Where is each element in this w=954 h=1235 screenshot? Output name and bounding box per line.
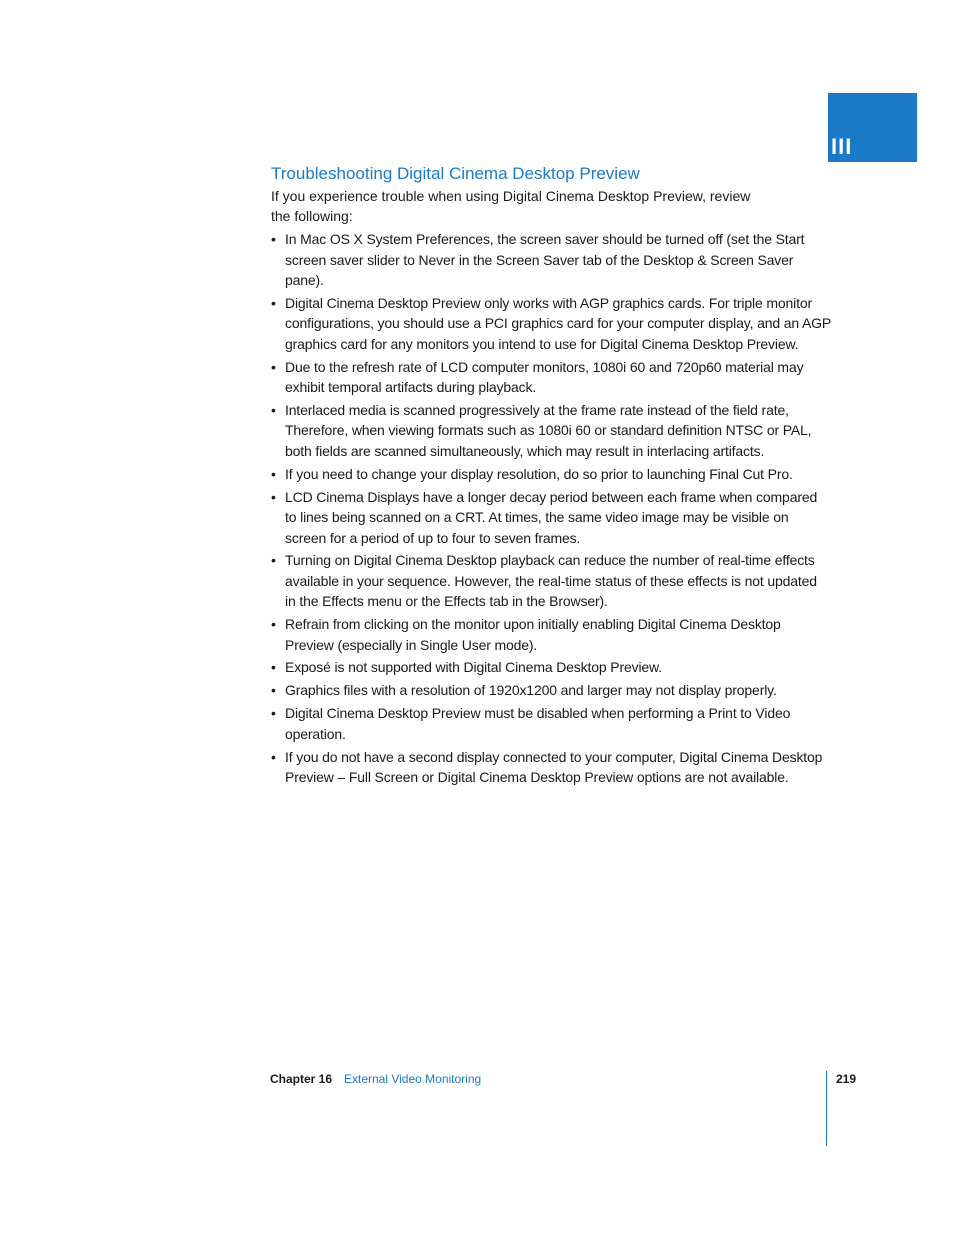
troubleshooting-bullet-list (271, 229, 831, 787)
bullet-item (271, 293, 831, 354)
bullet-dot: • (271, 358, 276, 375)
bullet-text: Refrain from clicking on the monitor upon initially enabling Digital Cinema Desktop Preview (especially in Single User mode). (285, 616, 781, 653)
intro-line-1: If you experience trouble when using Digital Cinema Desktop Preview, review (271, 188, 751, 204)
bullet-text: If you need to change your display resolution, do so prior to launching Final Cut Pro. (285, 465, 793, 482)
part-tab (828, 93, 917, 162)
intro-line-2: the following: (271, 208, 353, 225)
page-number: 219 (836, 1072, 857, 1086)
bullet-item (271, 747, 831, 788)
part-tab-label: III (831, 134, 853, 159)
bullet-dot: • (271, 682, 276, 699)
bullet-item (271, 464, 831, 484)
bullet-item (271, 550, 831, 611)
bullet-dot: • (271, 659, 276, 676)
bullet-text: Exposé is not supported with Digital Cinema Desktop Preview. (285, 659, 662, 676)
bullet-text: Turning on Digital Cinema Desktop playback can reduce the number of real-time effects available in your sequence. However, the real-time status of these effects is not updated in the Effects menu or the Effects tab in the Browser). (285, 552, 817, 610)
bullet-dot: • (271, 295, 276, 312)
bullet-dot: • (271, 705, 276, 722)
bullet-dot: • (271, 231, 276, 248)
bullet-item (271, 487, 831, 548)
footer-chapter-title-link[interactable]: External Video Monitoring (344, 1072, 482, 1086)
section-heading: Troubleshooting Digital Cinema Desktop Preview (271, 164, 640, 183)
bullet-text: If you do not have a second display connected to your computer, Digital Cinema Desktop Preview – Full Screen or Digital Cinema Desktop Preview options are not available. (285, 748, 823, 785)
footer-chapter-label: Chapter 16 (270, 1072, 333, 1086)
intro-paragraph (271, 186, 771, 227)
bullet-item (271, 703, 831, 744)
footer-divider (826, 1071, 827, 1146)
bullet-text: Digital Cinema Desktop Preview only works with AGP graphics cards. For triple monitor configurations, you should use a PCI graphics card for your computer display, and an AGP graphics card for any monitors you intend to use for Digital Cinema Desktop Preview. (285, 295, 831, 352)
bullet-dot: • (271, 748, 276, 765)
bullet-item (271, 400, 831, 461)
bullet-text: LCD Cinema Displays have a longer decay period between each frame when compared to lines being scanned on a CRT. At times, the same video image may be visible on screen for a period of up to four to seven frames. (285, 488, 818, 546)
bullet-item (271, 657, 831, 677)
bullet-text: In Mac OS X System Preferences, the screen saver should be turned off (set the Start screen saver slider to Never in the Screen Saver tab of the Desktop & Screen Saver pane). (285, 231, 805, 289)
bullet-item (271, 680, 831, 700)
bullet-item (271, 357, 831, 398)
bullet-text: Digital Cinema Desktop Preview must be disabled when performing a Print to Video operation. (285, 705, 791, 742)
bullet-item (271, 614, 831, 655)
bullet-dot: • (271, 465, 276, 482)
bullet-text: Graphics files with a resolution of 1920x1200 and larger may not display properly. (285, 682, 777, 699)
bullet-text: Interlaced media is scanned progressively at the frame rate instead of the field rate, Therefore, when viewing formats such as 1080i 60 or standard definition NTSC or PAL, both fields are scanned simultaneously, which may result in interlacing artifacts. (285, 402, 812, 459)
bullet-text: Due to the refresh rate of LCD computer monitors, 1080i 60 and 720p60 material may exhibit temporal artifacts during playback. (285, 358, 804, 396)
main-content (271, 162, 831, 787)
bullet-dot: • (271, 402, 276, 419)
bullet-dot: • (271, 616, 276, 633)
bullet-dot: • (271, 488, 276, 505)
bullet-dot: • (271, 552, 276, 569)
bullet-item (271, 229, 831, 290)
